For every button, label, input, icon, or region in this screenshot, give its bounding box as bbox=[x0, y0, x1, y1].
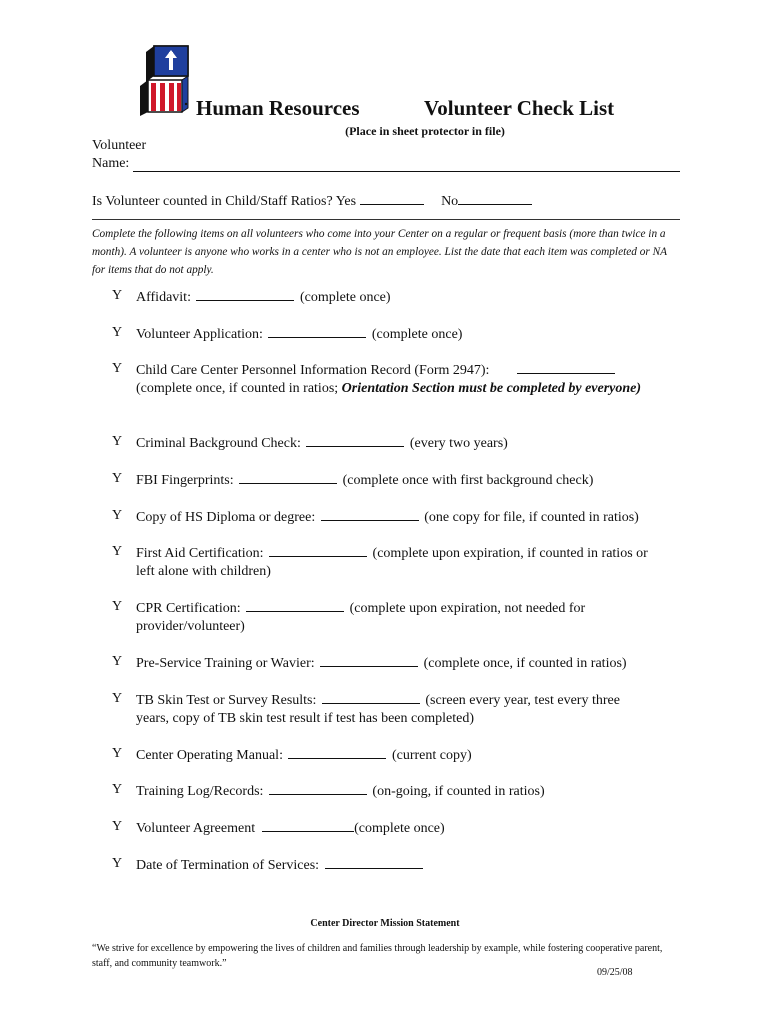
date-field[interactable] bbox=[288, 745, 386, 759]
date-field[interactable] bbox=[322, 690, 420, 704]
date-field[interactable] bbox=[239, 470, 337, 484]
date-field[interactable] bbox=[306, 433, 404, 447]
item-label: Volunteer Application: bbox=[136, 327, 263, 342]
item-label: TB Skin Test or Survey Results: bbox=[136, 693, 317, 708]
bullet: Y bbox=[112, 544, 123, 559]
no-field[interactable] bbox=[458, 192, 532, 205]
instructions: Complete the following items on all volunteers who come into your Center on a regular or frequent basis (more than twice in a month). A volunteer is anyone who works in a center who is not an employee. List the date that each item was completed or NA for items that do not apply. bbox=[92, 228, 667, 276]
item-label: Child Care Center Personnel Information Record (Form 2947): bbox=[136, 363, 490, 378]
date-field[interactable] bbox=[269, 543, 367, 557]
item-note-cont: left alone with children) bbox=[136, 564, 271, 579]
item-label: Copy of HS Diploma or degree: bbox=[136, 510, 316, 525]
item-note: (complete upon expiration, not needed for bbox=[349, 601, 586, 616]
item-note: (one copy for file, if counted in ratios) bbox=[424, 510, 639, 525]
page-title: Volunteer Check List bbox=[424, 96, 615, 120]
item-note-emphasis: Orientation Section must be completed by everyone) bbox=[341, 381, 642, 396]
mission-statement: “We strive for excellence by empowering the lives of children and families through leadership by example, while fostering cooperative parent, staff, and community teamwork.” bbox=[92, 943, 663, 969]
item-note: (complete once with first background check) bbox=[342, 473, 594, 488]
volunteer-label: Volunteer bbox=[92, 138, 147, 153]
item-note: (on-going, if counted in ratios) bbox=[372, 784, 545, 799]
yes-label: Yes bbox=[335, 194, 357, 209]
date-field[interactable] bbox=[246, 598, 344, 612]
date-field[interactable] bbox=[268, 324, 366, 338]
item-label: Affidavit: bbox=[136, 290, 191, 305]
divider bbox=[92, 219, 680, 220]
bullet: Y bbox=[112, 599, 123, 614]
date-field[interactable] bbox=[196, 287, 294, 301]
item-note: (complete once) bbox=[354, 821, 445, 836]
item-note: (complete once, if counted in ratios; bbox=[136, 381, 339, 396]
bullet: Y bbox=[112, 746, 123, 761]
item-label: CPR Certification: bbox=[136, 601, 241, 616]
header-note: (Place in sheet protector in file) bbox=[345, 124, 505, 138]
bullet: Y bbox=[112, 782, 123, 797]
ratio-row bbox=[92, 192, 680, 210]
bullet: Y bbox=[112, 471, 123, 486]
bullet: Y bbox=[112, 434, 123, 449]
bullet: Y bbox=[112, 856, 123, 871]
item-label: FBI Fingerprints: bbox=[136, 473, 234, 488]
item-note: (screen every year, test every three bbox=[425, 693, 620, 708]
department-title: Human Resources bbox=[196, 96, 360, 120]
date-field[interactable] bbox=[517, 360, 615, 374]
item-label: Training Log/Records: bbox=[136, 784, 264, 799]
item-label: Volunteer Agreement bbox=[136, 821, 256, 836]
item-note: (complete upon expiration, if counted in ratios or bbox=[372, 546, 648, 561]
item-note: (complete once) bbox=[371, 327, 463, 342]
item-label: Date of Termination of Services: bbox=[136, 858, 320, 873]
name-row bbox=[92, 156, 680, 172]
bullet: Y bbox=[112, 654, 123, 669]
item-label: First Aid Certification: bbox=[136, 546, 264, 561]
ratio-question: Is Volunteer counted in Child/Staff Ratios? bbox=[92, 194, 333, 209]
item-note: (every two years) bbox=[409, 436, 508, 451]
bullet: Y bbox=[112, 288, 123, 303]
item-note-cont: years, copy of TB skin test result if test has been completed) bbox=[136, 711, 474, 726]
name-field[interactable] bbox=[133, 158, 680, 172]
date-field[interactable] bbox=[321, 507, 419, 521]
item-label: Center Operating Manual: bbox=[136, 748, 283, 763]
date-field[interactable] bbox=[325, 855, 423, 869]
name-label: Name: bbox=[92, 156, 130, 171]
bullet: Y bbox=[112, 691, 123, 706]
date-field[interactable] bbox=[262, 818, 354, 832]
bullet: Y bbox=[112, 508, 123, 523]
date-field[interactable] bbox=[269, 781, 367, 795]
item-label: Criminal Background Check: bbox=[136, 436, 301, 451]
date-field[interactable] bbox=[320, 653, 418, 667]
bullet: Y bbox=[112, 325, 123, 340]
bullet: Y bbox=[112, 819, 123, 834]
item-label: Pre-Service Training or Wavier: bbox=[136, 656, 315, 671]
item-note: (complete once, if counted in ratios) bbox=[423, 656, 627, 671]
no-label: No bbox=[441, 194, 459, 209]
yes-field[interactable] bbox=[360, 192, 424, 205]
revision-date: 09/25/08 bbox=[597, 967, 633, 978]
item-note: (current copy) bbox=[391, 748, 472, 763]
item-note: (complete once) bbox=[299, 290, 391, 305]
item-note-cont: provider/volunteer) bbox=[136, 619, 245, 634]
bullet: Y bbox=[112, 361, 123, 376]
mission-heading: Center Director Mission Statement bbox=[310, 918, 460, 929]
